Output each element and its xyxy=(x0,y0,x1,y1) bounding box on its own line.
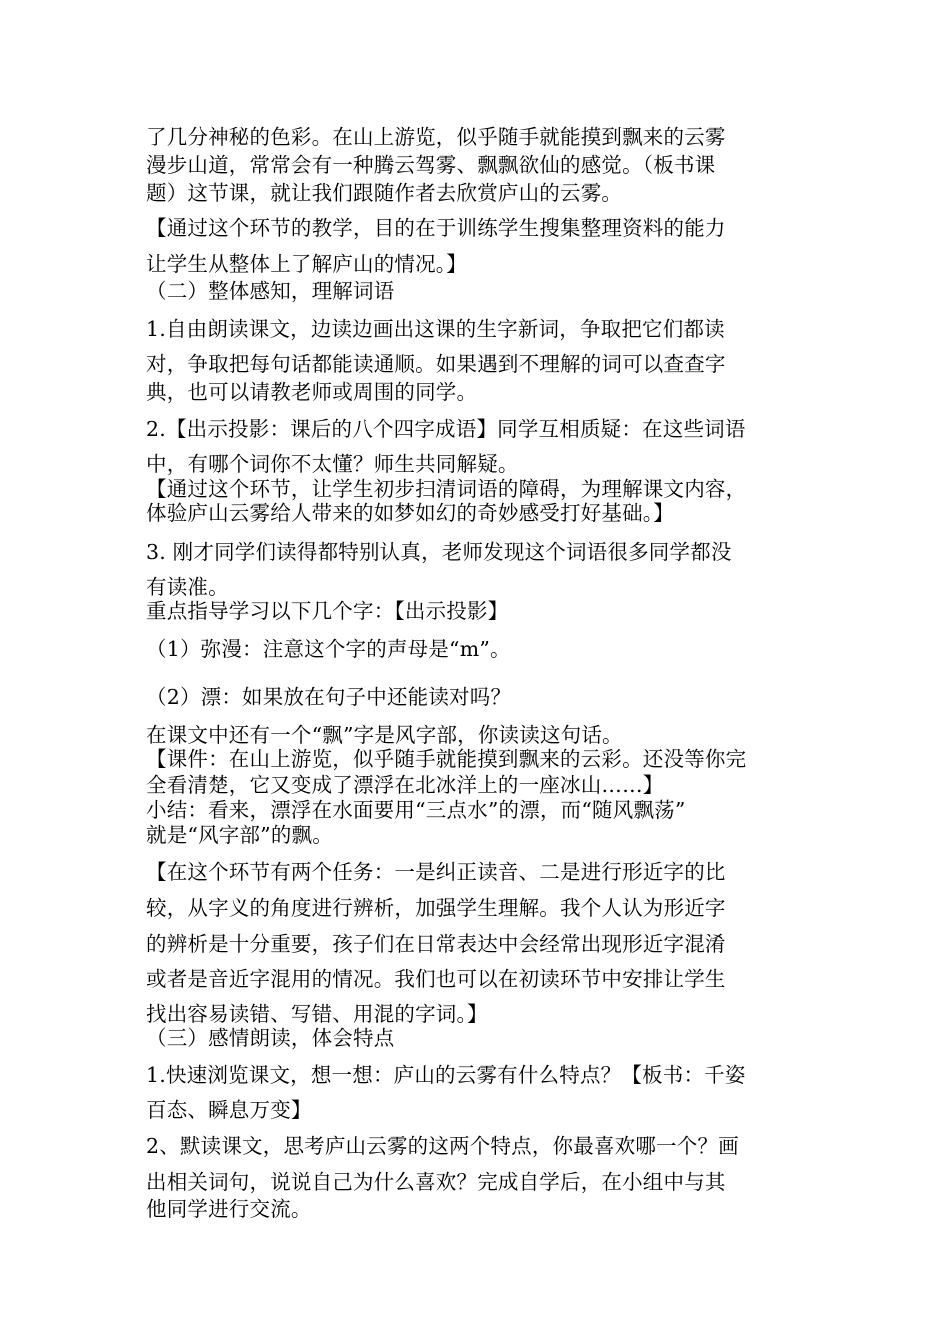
text-line: 2、默读课文，思考庐山云雾的这两个特点，你最喜欢哪一个？画 xyxy=(146,1134,739,1158)
text-line: 让学生从整体上了解庐山的情况。】 xyxy=(146,252,467,276)
text-line: 全看清楚，它又变成了漂浮在北冰洋上的一座冰山……】 xyxy=(146,773,664,797)
text-line: 漫步山道，常常会有一种腾云驾雾、飘飘欲仙的感觉。（板书课 xyxy=(146,153,716,177)
text-line: 题）这节课，就让我们跟随作者去欣赏庐山的云雾。 xyxy=(146,181,623,205)
text-line: 他同学进行交流。 xyxy=(146,1197,312,1221)
text-line: 【课件：在山上游览，似乎随手就能摸到飘来的云彩。还没等你完 xyxy=(146,747,747,771)
text-line: 【在这个环节有两个任务：一是纠正读音、二是进行形近字的比 xyxy=(146,860,726,884)
section-heading: （三）感情朗读，体会特点 xyxy=(146,1026,395,1050)
text-line: 对，争取把每句话都能读通顺。如果遇到不理解的词可以查查字 xyxy=(146,352,726,376)
text-line: 的辨析是十分重要，孩子们在日常表达中会经常出现形近字混淆 xyxy=(146,932,726,956)
text-line: 【通过这个环节的教学，目的在于训练学生搜集整理资料的能力 xyxy=(146,216,726,240)
section-heading: （二）整体感知，理解词语 xyxy=(146,279,395,303)
text-line: 了几分神秘的色彩。在山上游览，似乎随手就能摸到飘来的云雾 xyxy=(146,125,726,149)
text-line: 在课文中还有一个“飘”字是风字部，你读读这句话。 xyxy=(146,723,623,747)
text-line: 重点指导学习以下几个字：【出示投影】 xyxy=(146,599,509,623)
text-line: 1.自由朗读课文，边读边画出这课的生字新词，争取把它们都读 xyxy=(146,317,725,341)
text-line: （2）漂：如果放在句子中还能读对吗？ xyxy=(146,685,512,709)
text-line: 出相关词句，说说自己为什么喜欢？完成自学后，在小组中与其 xyxy=(146,1170,726,1194)
text-line: 【通过这个环节，让学生初步扫清词语的障碍，为理解课文内容， xyxy=(146,477,747,501)
text-line: 2.【出示投影：课后的八个四字成语】同学互相质疑：在这些词语 xyxy=(146,417,746,441)
text-line: 小结：看来，漂浮在水面要用“三点水”的漂，而“随风飘荡” xyxy=(146,798,686,822)
text-line: 找出容易读错、写错、用混的字词。】 xyxy=(146,1002,488,1026)
text-line: 3. 刚才同学们读得都特别认真，老师发现这个词语很多同学都没 xyxy=(146,540,732,564)
text-line: 就是“风字部”的飘。 xyxy=(146,823,333,847)
text-line: 较，从字义的角度进行辨析，加强学生理解。我个人认为形近字 xyxy=(146,896,726,920)
text-line: 有读准。 xyxy=(146,575,229,599)
text-line: 百态、瞬息万变】 xyxy=(146,1098,312,1122)
text-line: 典，也可以请教老师或周围的同学。 xyxy=(146,380,478,404)
text-line: 1.快速浏览课文，想一想：庐山的云雾有什么特点？【板书：千姿 xyxy=(146,1063,746,1087)
text-line: （1）弥漫：注意这个字的声母是“m”。 xyxy=(146,637,511,661)
text-line: 体验庐山云雾给人带来的如梦如幻的奇妙感受打好基础。】 xyxy=(146,501,674,525)
text-line: 中，有哪个词你不太懂？师生共同解疑。 xyxy=(146,452,519,476)
text-line: 或者是音近字混用的情况。我们也可以在初读环节中安排让学生 xyxy=(146,967,726,991)
